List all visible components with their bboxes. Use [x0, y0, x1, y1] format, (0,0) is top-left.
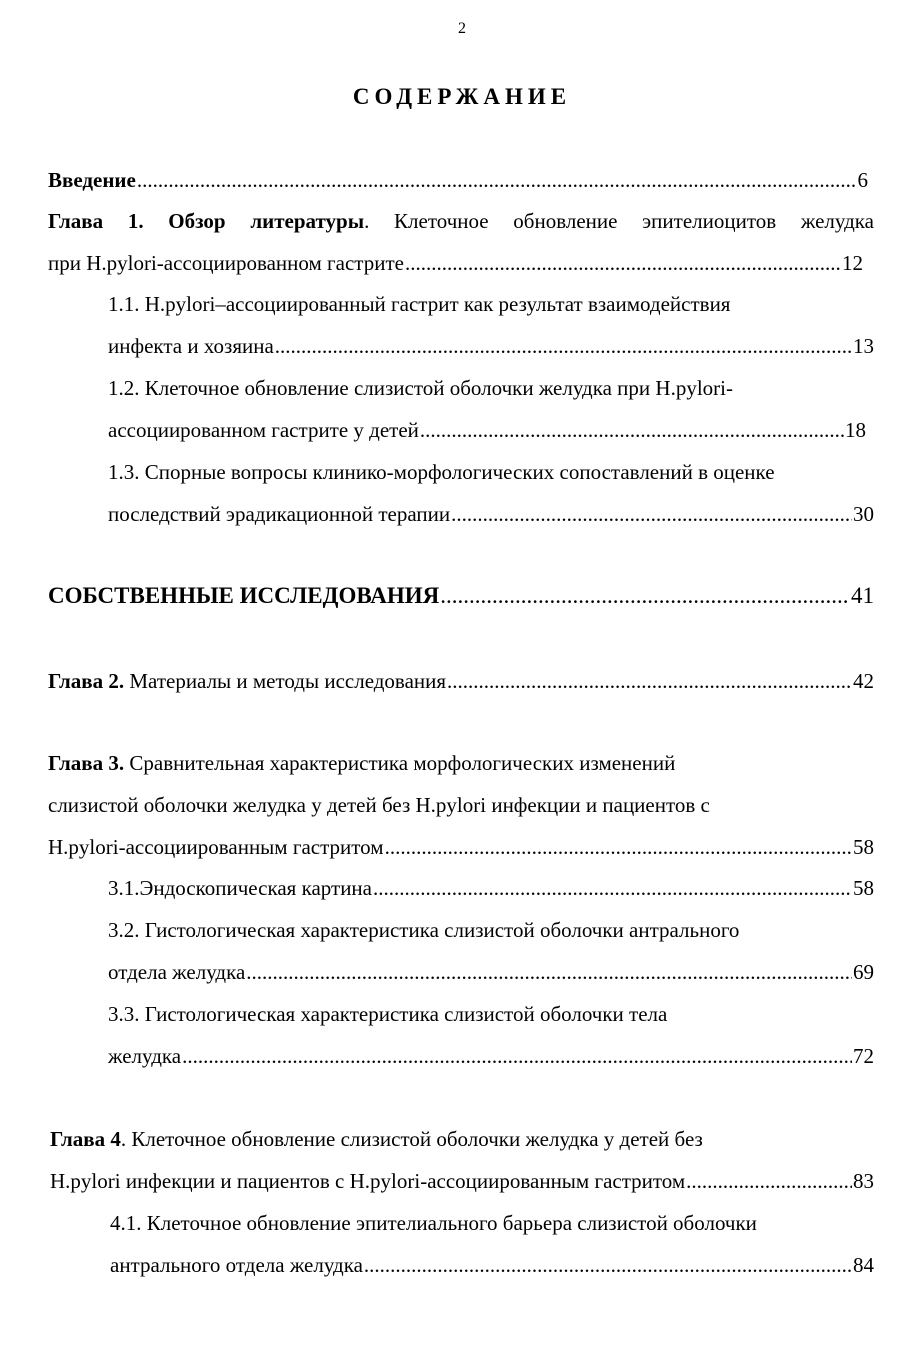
leader-dots: [451, 502, 852, 526]
s1-2-line2: ассоциированном гастрите у детей: [108, 418, 419, 442]
toc-entry-3-2-cont[interactable]: [108, 960, 874, 986]
leader-dots: [373, 876, 852, 900]
toc-entry-own-research[interactable]: [48, 584, 874, 610]
toc-entry-3-2[interactable]: [108, 918, 739, 944]
ch3-line2: слизистой оболочки желудка у детей без H.pylori инфекции и пациентов с: [48, 793, 710, 817]
toc-entry-1-3[interactable]: [108, 460, 775, 486]
toc-entry-ch1[interactable]: [48, 209, 874, 235]
own-research-page: 41: [851, 583, 874, 608]
toc-entry-3-3[interactable]: [108, 1002, 667, 1028]
s4-1-page: 84: [853, 1253, 874, 1277]
leader-dots: [447, 669, 852, 693]
s3-2-page: 69: [853, 960, 874, 984]
ch2-label: Глава 2.: [48, 669, 125, 693]
leader-dots: [440, 584, 850, 608]
ch3-label: Глава 3.: [48, 751, 125, 775]
leader-dots: [385, 835, 852, 859]
ch3-text: Сравнительная характеристика морфологических изменений: [124, 751, 676, 775]
leader-dots: [182, 1044, 852, 1068]
intro-page: 6: [857, 168, 868, 192]
ch4-label: Глава 4: [50, 1127, 121, 1151]
toc-entry-1-1-cont[interactable]: [108, 334, 874, 360]
toc-entry-ch3-line2[interactable]: [48, 793, 710, 819]
ch1-page: 12: [842, 251, 863, 275]
s3-2-line2: отдела желудка: [108, 960, 246, 984]
ch4-page: 83: [853, 1169, 874, 1193]
toc-entry-4-1-cont[interactable]: [110, 1253, 874, 1279]
s1-2-page: 18: [845, 418, 866, 442]
leader-dots: [364, 1253, 852, 1277]
toc-entry-1-3-cont[interactable]: [108, 502, 874, 528]
ch2-page: 42: [853, 669, 874, 693]
toc-entry-ch3[interactable]: [48, 751, 675, 777]
leader-dots: [275, 334, 852, 358]
s1-3-line1: 1.3. Спорные вопросы клинико-морфологических сопоставлений в оценке: [108, 460, 775, 484]
toc-entry-3-3-cont[interactable]: [108, 1044, 874, 1070]
toc-entry-intro[interactable]: [48, 168, 868, 194]
s3-1-text: 3.1.Эндоскопическая картина: [108, 876, 372, 900]
ch1-label: Глава 1. Обзор литературы: [48, 209, 365, 233]
s1-3-page: 30: [853, 502, 874, 526]
toc-entry-ch4-cont[interactable]: [50, 1169, 874, 1195]
leader-dots: [405, 251, 841, 275]
s1-2-line1: 1.2. Клеточное обновление слизистой оболочки желудка при H.pylori-: [108, 376, 733, 400]
toc-entry-ch1-cont[interactable]: [48, 251, 863, 277]
toc-entry-ch3-cont[interactable]: [48, 835, 874, 861]
ch3-page: 58: [853, 835, 874, 859]
toc-entry-3-1[interactable]: [108, 876, 874, 902]
s3-2-line1: 3.2. Гистологическая характеристика слизистой оболочки антрального: [108, 918, 740, 942]
toc-entry-1-1[interactable]: [108, 292, 730, 318]
page-number: 2: [458, 20, 466, 37]
leader-dots: [686, 1169, 852, 1193]
s3-3-page: 72: [853, 1044, 874, 1068]
s3-3-line1: 3.3. Гистологическая характеристика слизистой оболочки тела: [108, 1002, 668, 1026]
ch1-text: . Клеточное обновление эпителиоцитов желудка: [364, 209, 874, 233]
ch4-text: . Клеточное обновление слизистой оболочки желудка у детей без: [120, 1127, 703, 1151]
toc-entry-ch2[interactable]: [48, 669, 874, 695]
toc-entry-ch4[interactable]: [50, 1127, 703, 1153]
ch2-text: Материалы и методы исследования: [124, 669, 447, 693]
s4-1-line2: антрального отдела желудка: [110, 1253, 363, 1277]
leader-dots: [420, 418, 844, 442]
leader-dots: [246, 960, 852, 984]
s1-1-page: 13: [853, 334, 874, 358]
s1-3-line2: последствий эрадикационной терапии: [108, 502, 451, 526]
toc-entry-4-1[interactable]: [110, 1211, 757, 1237]
own-research-label: СОБСТВЕННЫЕ ИССЛЕДОВАНИЯ: [48, 583, 440, 608]
s1-1-line1: 1.1. H.pylori–ассоциированный гастрит как результат взаимодействия: [108, 292, 731, 316]
intro-label: Введение: [48, 168, 136, 192]
toc-entry-1-2-cont[interactable]: [108, 418, 866, 444]
s1-1-line2: инфекта и хозяина: [108, 334, 274, 358]
s3-1-page: 58: [853, 876, 874, 900]
toc-entry-1-2[interactable]: [108, 376, 733, 402]
toc-title: СОДЕРЖАНИЕ: [352, 84, 572, 109]
leader-dots: [137, 168, 857, 192]
s4-1-line1: 4.1. Клеточное обновление эпителиального барьера слизистой оболочки: [110, 1211, 757, 1235]
ch1-line2: при H.pylori-ассоциированном гастрите: [48, 251, 404, 275]
s3-3-line2: желудка: [108, 1044, 182, 1068]
ch4-line2: H.pylori инфекции и пациентов с H.pylori-ассоциированным гастритом: [50, 1169, 686, 1193]
ch3-line3: H.pylori-ассоциированным гастритом: [48, 835, 384, 859]
